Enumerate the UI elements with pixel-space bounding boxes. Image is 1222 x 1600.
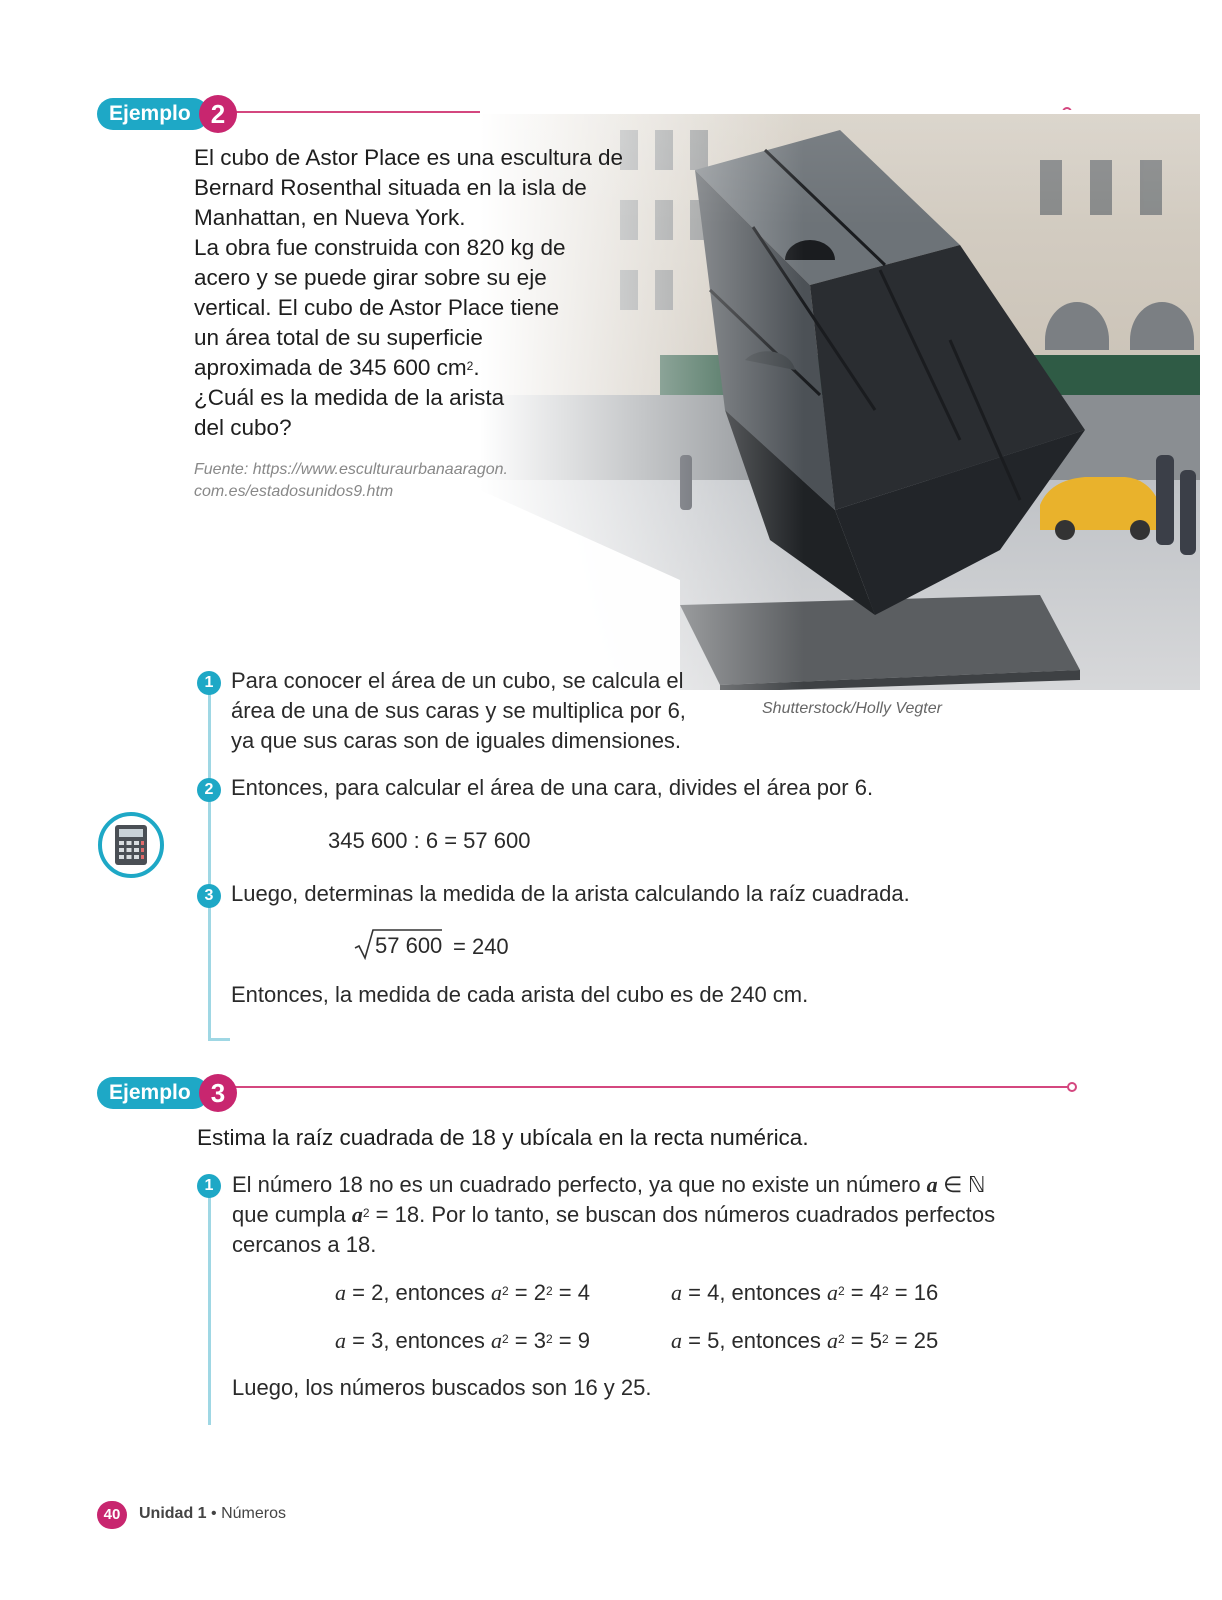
topic-label: Números [221, 1505, 286, 1522]
step-badge-1: 1 [197, 1174, 221, 1198]
step-line: ya que sus caras son de iguales dimensiones. [231, 728, 682, 753]
intro-line: Manhattan, en Nueva York. [194, 205, 466, 230]
intro-line: del cubo? [194, 415, 292, 440]
sqrt-radicand: 57 600 [375, 933, 443, 958]
source-citation [194, 459, 554, 503]
intro-line: acero y se puede girar sobre su eje [194, 265, 547, 290]
calculator-icon [97, 811, 165, 879]
step-line: área de una de sus caras y se multiplica por 6, [231, 698, 686, 723]
sqrt-result: = 240 [453, 934, 509, 959]
ejemplo-label: Ejemplo [97, 1077, 209, 1109]
base: 5 [869, 1328, 882, 1353]
var-a: a [490, 1280, 502, 1305]
equals: = [508, 1328, 534, 1353]
equals: = [552, 1280, 578, 1305]
equals: = [888, 1280, 914, 1305]
intro-line: ¿Cuál es la medida de la arista [194, 385, 505, 410]
exponent: 2 [545, 1284, 553, 1298]
ejemplo-number: 3 [199, 1074, 237, 1112]
unit-label: Unidad 1 [139, 1505, 207, 1522]
division-equation: 345 600 : 6 = 57 600 [328, 828, 531, 853]
exponent: 2 [466, 359, 474, 373]
equation-3 [335, 1326, 590, 1356]
base: 4 [869, 1280, 882, 1305]
bullet: • [211, 1505, 217, 1522]
var-a: a [826, 1328, 838, 1353]
photo-credit: Shutterstock/Holly Vegter [762, 700, 942, 717]
equals: = [682, 1280, 708, 1305]
exponent: 2 [881, 1332, 889, 1346]
base: 2 [533, 1280, 546, 1305]
exponent: 2 [837, 1332, 845, 1346]
source-line: com.es/estadosunidos9.htm [194, 483, 394, 500]
equals: = [346, 1280, 372, 1305]
intro-line: El cubo de Astor Place es una escultura de [194, 145, 624, 170]
value: 5 [707, 1328, 720, 1353]
equals: = [552, 1328, 578, 1353]
result: 9 [577, 1328, 590, 1353]
value: 3 [371, 1328, 384, 1353]
source-line: Fuente: https://www.esculturaurbanaaragon. [194, 461, 508, 478]
sqrt-expression [354, 928, 514, 962]
ejemplo-2-intro [194, 143, 654, 443]
intro-line [194, 353, 654, 383]
equals: = [888, 1328, 914, 1353]
result: 16 [913, 1280, 939, 1305]
equation-1 [335, 1278, 590, 1308]
intro-line: La obra fue construida con 820 kg de [194, 235, 566, 260]
step-badge-3: 3 [197, 884, 221, 908]
value: 4 [707, 1280, 720, 1305]
step-line [232, 1200, 1012, 1230]
step-line: Para conocer el área de un cubo, se calcula el [231, 668, 684, 693]
text-run: , entonces [719, 1328, 827, 1353]
intro-line: un área total de su superficie [194, 325, 483, 350]
step-badge-2: 2 [197, 778, 221, 802]
period: . [473, 355, 480, 380]
footer-label [139, 1505, 286, 1523]
step-badge-1: 1 [197, 671, 221, 695]
equals: = [346, 1328, 372, 1353]
var-a: a [826, 1280, 838, 1305]
exponent: 2 [362, 1206, 370, 1220]
ejemplo-number: 2 [199, 95, 237, 133]
equals: = [682, 1328, 708, 1353]
step-line: cercanos a 18. [232, 1232, 377, 1257]
var-a: a [490, 1328, 502, 1353]
exponent: 2 [837, 1284, 845, 1298]
equals: = [844, 1280, 870, 1305]
var-a: a [671, 1280, 682, 1305]
var-a [927, 1172, 986, 1197]
exponent: 2 [501, 1332, 509, 1346]
page-number: 40 [97, 1501, 127, 1529]
steps-vertical-line [208, 1190, 211, 1425]
area-value-text: aproximada de 345 600 cm [194, 355, 467, 380]
step-line [232, 1170, 1012, 1200]
result: 25 [913, 1328, 939, 1353]
natural-set-symbol: ∈ ℕ [937, 1172, 986, 1197]
base: 3 [533, 1328, 546, 1353]
text-run: = 18. Por lo tanto, se buscan dos números cuadrados perfectos [369, 1202, 996, 1227]
ejemplo-3-step-1-text [232, 1170, 1012, 1260]
equation-4 [671, 1326, 938, 1356]
exponent: 2 [881, 1284, 889, 1298]
header-rule-end-dot [1067, 1082, 1077, 1092]
text-run: que cumpla [232, 1202, 352, 1227]
step-2-text: Entonces, para calcular el área de una cara, divides el área por 6. [231, 775, 874, 800]
steps-vertical-line [208, 690, 211, 1040]
var-a: a [335, 1328, 346, 1353]
var-a [352, 1202, 363, 1227]
var-a-glyph: a [351, 1202, 363, 1227]
text-run: El número 18 no es un cuadrado perfecto, ya que no existe un número [232, 1172, 927, 1197]
intro-line: vertical. El cubo de Astor Place tiene [194, 295, 560, 320]
text-run: , entonces [383, 1328, 491, 1353]
header-rule [210, 1086, 1070, 1088]
text-run: , entonces [719, 1280, 827, 1305]
equation-2 [671, 1278, 938, 1308]
exponent: 2 [501, 1284, 509, 1298]
equals: = [508, 1280, 534, 1305]
ejemplo-label: Ejemplo [97, 98, 209, 130]
step-1-text [231, 666, 701, 756]
result: 4 [577, 1280, 590, 1305]
var-a-glyph: a [926, 1172, 938, 1197]
var-a: a [335, 1280, 346, 1305]
steps-line-foot [208, 1038, 230, 1041]
step-3-text: Luego, determinas la medida de la arista calculando la raíz cuadrada. [231, 881, 910, 906]
text-run: , entonces [383, 1280, 491, 1305]
ejemplo-2-conclusion: Entonces, la medida de cada arista del cubo es de 240 cm. [231, 982, 809, 1007]
var-a: a [671, 1328, 682, 1353]
ejemplo-3-prompt: Estima la raíz cuadrada de 18 y ubícala en la recta numérica. [197, 1125, 809, 1150]
intro-line: Bernard Rosenthal situada en la isla de [194, 175, 587, 200]
exponent: 2 [545, 1332, 553, 1346]
value: 2 [371, 1280, 384, 1305]
equals: = [844, 1328, 870, 1353]
ejemplo-3-conclusion: Luego, los números buscados son 16 y 25. [232, 1375, 652, 1400]
